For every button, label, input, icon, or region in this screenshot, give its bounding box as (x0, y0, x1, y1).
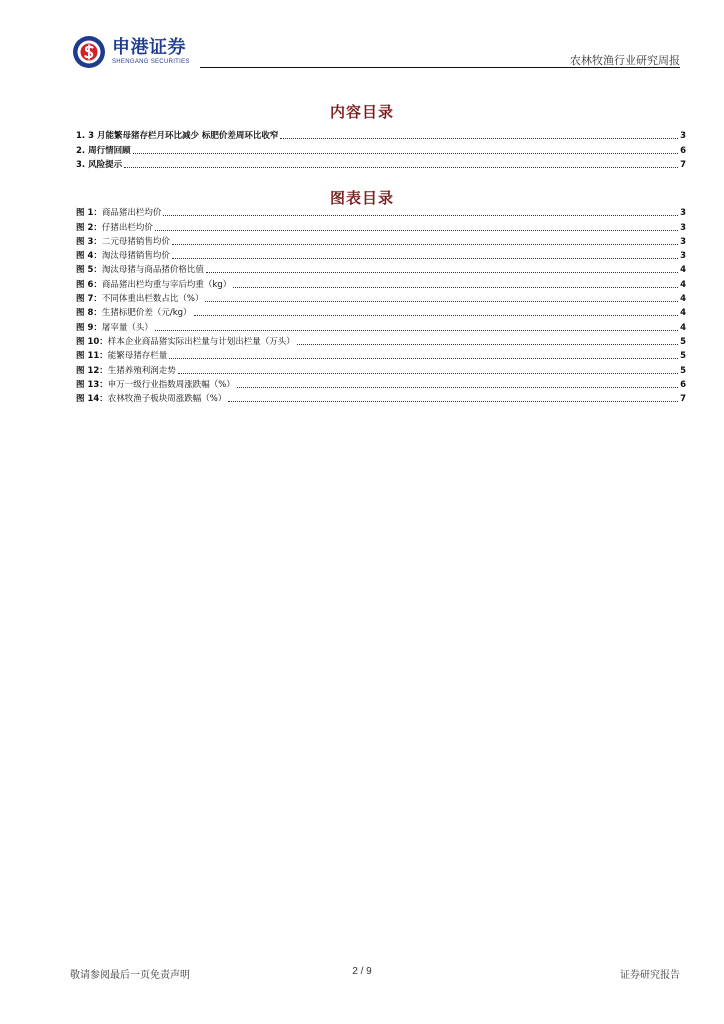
dot-leader (163, 215, 678, 216)
contents-list-item[interactable] (76, 157, 686, 171)
page-ref: 4 (680, 308, 686, 319)
contents-list (76, 128, 686, 171)
page-ref: 4 (680, 294, 686, 305)
page-ref: 4 (680, 279, 686, 290)
page-ref: 5 (680, 336, 686, 347)
figure-list-item[interactable] (76, 276, 686, 290)
figure-list-item[interactable] (76, 362, 686, 376)
page-ref: 3 (680, 222, 686, 233)
page-ref: 7 (680, 394, 686, 405)
dot-leader (155, 230, 678, 231)
contents-title: 内容目录 (329, 103, 394, 121)
figure-number: 图 12： (76, 365, 108, 376)
page-ref: 7 (680, 159, 686, 170)
figure-title: 二元母猪销售均价 (101, 236, 170, 247)
figure-list-item[interactable] (76, 291, 686, 305)
figure-number: 图 2： (76, 222, 102, 233)
page-ref: 3 (680, 131, 686, 142)
contents-entry: 2. 周行情回顾 (76, 145, 131, 156)
figure-list-item[interactable] (76, 391, 686, 405)
dot-leader (297, 344, 678, 345)
figure-entry (76, 265, 204, 276)
report-category: 证券研究报告 (620, 970, 680, 981)
company-logo (72, 34, 190, 70)
figure-entry (76, 380, 235, 391)
page-ref: 5 (680, 351, 686, 362)
figure-number: 图 5： (76, 265, 102, 276)
dot-leader (280, 138, 678, 139)
dot-leader (206, 272, 678, 273)
figure-number: 图 1： (76, 208, 102, 219)
dot-leader (133, 153, 678, 154)
header-divider (200, 67, 680, 68)
dot-leader (233, 287, 678, 288)
figure-entry (76, 251, 170, 262)
logo-name-en: SHENGANG SECURITIES (112, 59, 190, 65)
figure-entry (76, 223, 153, 234)
logo-name-cn: 申港证券 (112, 37, 186, 58)
figure-number: 图 3： (76, 236, 102, 247)
page-ref: 3 (680, 236, 686, 247)
report-type: 农林牧渔行业研究周报 (570, 54, 680, 67)
figure-number: 图 6： (76, 279, 102, 290)
logo-text (112, 38, 190, 66)
figure-list-item[interactable] (76, 334, 686, 348)
figure-list-item[interactable] (76, 348, 686, 362)
page-ref: 6 (680, 379, 686, 390)
figure-list-item[interactable] (76, 305, 686, 319)
dot-leader (205, 301, 678, 302)
figures-list (76, 205, 686, 405)
figure-title: 样本企业商品猪实际出栏量与计划出栏量（万头） (107, 336, 295, 347)
dot-leader (237, 387, 678, 388)
figure-number: 图 14： (76, 394, 108, 405)
figure-list-item[interactable] (76, 262, 686, 276)
figure-number: 图 8： (76, 308, 102, 319)
contents-entry: 3. 风险提示 (76, 159, 123, 170)
figure-title: 仔猪出栏均价 (101, 222, 153, 233)
figure-entry (76, 394, 226, 405)
figure-entry (76, 366, 176, 377)
contents-list-item[interactable] (76, 128, 686, 142)
figure-title: 商品猪出栏均重与宰后均重（kg） (101, 279, 232, 290)
page-ref: 4 (680, 322, 686, 333)
figure-title: 能繁母猪存栏量 (107, 351, 168, 362)
page-header (0, 0, 724, 72)
figure-list-item[interactable] (76, 377, 686, 391)
figure-entry (76, 208, 161, 219)
dot-leader (228, 401, 678, 402)
figure-entry (76, 237, 170, 248)
figure-list-item[interactable] (76, 205, 686, 219)
figure-entry (76, 337, 295, 348)
contents-list-item[interactable] (76, 142, 686, 156)
figure-entry (76, 280, 231, 291)
figure-title: 淘汰母猪与商品猪价格比值 (101, 265, 204, 276)
figure-title: 农林牧渔子板块周涨跌幅（%） (107, 394, 227, 405)
figure-list-item[interactable] (76, 234, 686, 248)
figure-number: 图 10： (76, 336, 108, 347)
dot-leader (124, 167, 678, 168)
page-ref: 5 (680, 365, 686, 376)
figure-number: 图 11： (76, 351, 108, 362)
figure-number: 图 7： (76, 294, 102, 305)
figure-number: 图 13： (76, 379, 108, 390)
figure-list-item[interactable] (76, 319, 686, 333)
dot-leader (169, 358, 678, 359)
shengang-logo-icon (72, 35, 106, 69)
figure-entry (76, 351, 167, 362)
disclaimer-note: 敬请参阅最后一页免责声明 (70, 970, 190, 981)
figure-title: 商品猪出栏均价 (101, 208, 162, 219)
dot-leader (178, 373, 678, 374)
page-ref: 6 (680, 145, 686, 156)
figure-number: 图 9： (76, 322, 102, 333)
figure-title: 屠宰量（头） (101, 322, 153, 333)
dot-leader (155, 330, 678, 331)
figure-list-item[interactable] (76, 248, 686, 262)
figure-title: 申万一级行业指数周涨跌幅（%） (107, 379, 235, 390)
figures-title: 图表目录 (329, 189, 394, 207)
page-ref: 4 (680, 265, 686, 276)
page-ref: 3 (680, 251, 686, 262)
figure-title: 不同体重出栏数占比（%） (101, 294, 204, 305)
figure-title: 生猪标肥价差（元/kg） (101, 308, 192, 319)
figure-title: 淘汰母猪销售均价 (101, 251, 170, 262)
figure-title: 生猪养殖利润走势 (107, 365, 176, 376)
contents-entry: 1. 3 月能繁母猪存栏月环比减少 标肥价差周环比收窄 (76, 131, 279, 142)
dot-leader (172, 258, 678, 259)
dot-leader (194, 315, 679, 316)
page-number: 2 / 9 (352, 966, 372, 977)
figure-number: 图 4： (76, 251, 102, 262)
figure-entry (76, 294, 203, 305)
page-ref: 3 (680, 208, 686, 219)
figure-entry (76, 308, 192, 319)
dot-leader (172, 244, 678, 245)
figure-entry (76, 323, 153, 334)
figure-list-item[interactable] (76, 219, 686, 233)
